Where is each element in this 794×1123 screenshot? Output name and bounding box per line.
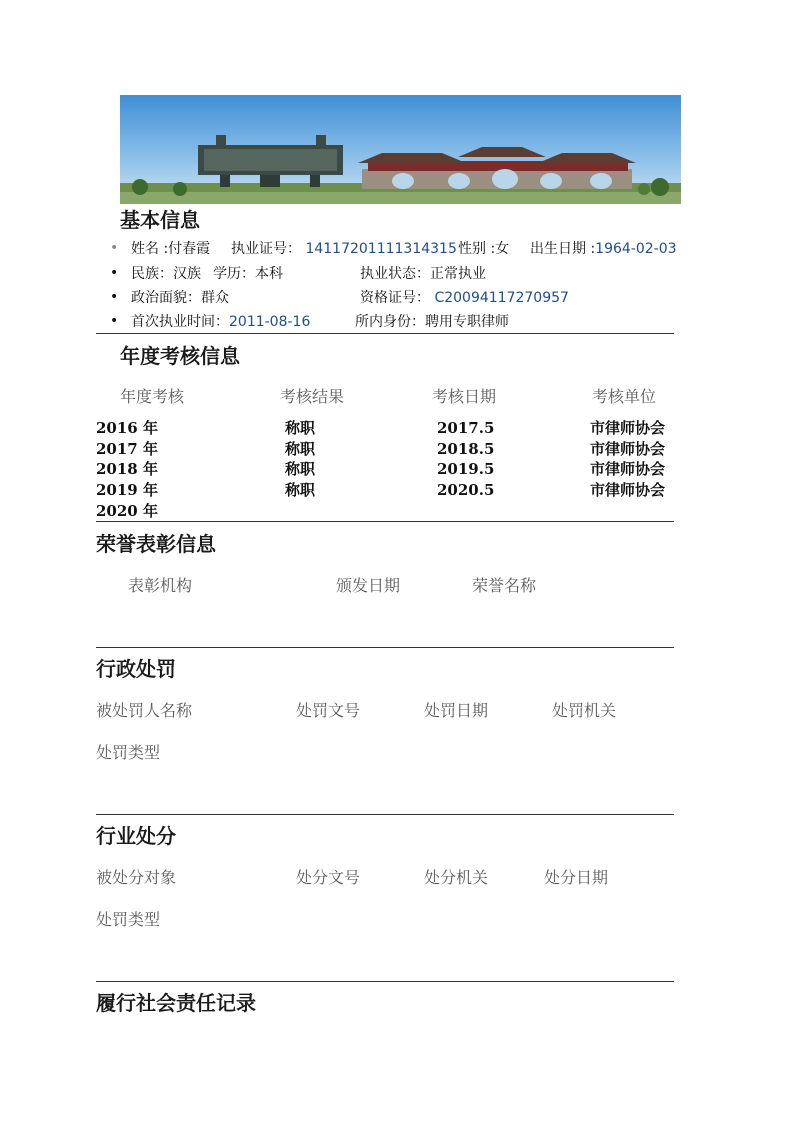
birth-label: 出生日期 :	[530, 241, 596, 257]
education-field	[213, 265, 283, 283]
basic-info-title: 基本信息	[120, 208, 200, 232]
status-label: 执业状态：	[360, 266, 430, 282]
bullet: •	[110, 265, 119, 281]
assessment-cell: 2019 年	[96, 481, 158, 499]
discipline-header-date: 处分日期	[544, 868, 609, 887]
assessment-cell: 市律师协会	[590, 460, 666, 478]
political-field	[131, 289, 229, 307]
name-value: 付春霞	[168, 241, 211, 257]
birth-value: 1964-02-03	[595, 241, 677, 257]
name-field	[131, 240, 210, 258]
divider	[96, 333, 674, 334]
admin-penalty-header-party: 被处罚人名称	[96, 701, 193, 720]
assessment-header-date: 考核日期	[432, 387, 497, 406]
status-field	[360, 265, 486, 283]
honors-title: 荣誉表彰信息	[96, 532, 216, 556]
discipline-header-authority: 处分机关	[424, 868, 489, 887]
license-value: 14117201111314315	[305, 241, 457, 257]
education-label: 学历：	[213, 266, 255, 282]
assessment-cell: 市律师协会	[590, 419, 666, 437]
name-label: 姓名 :	[131, 241, 169, 257]
discipline-header-doc: 处分文号	[296, 868, 361, 887]
license-label: 执业证号：	[231, 241, 301, 257]
assessment-header-result: 考核结果	[280, 387, 345, 406]
firm-role-field	[355, 313, 509, 331]
firm-role-value: 聘用专职律师	[425, 314, 509, 330]
social-responsibility-title: 履行社会责任记录	[96, 991, 256, 1015]
gender-label: 性别 :	[458, 241, 496, 257]
banner-photo	[120, 95, 681, 204]
first-practice-value: 2011-08-16	[229, 314, 311, 330]
political-value: 群众	[201, 290, 229, 306]
assessment-header-unit: 考核单位	[592, 387, 657, 406]
bullet: •	[110, 240, 119, 256]
discipline-header-type: 处罚类型	[96, 910, 161, 929]
assessment-cell: 2018.5	[437, 440, 495, 458]
cert-label: 资格证号：	[360, 290, 430, 306]
birth-field	[530, 240, 677, 258]
license-field	[231, 240, 457, 258]
ethnic-field	[131, 265, 201, 283]
cert-value: C20094117270957	[434, 290, 569, 306]
honors-header-date: 颁发日期	[336, 576, 401, 595]
assessment-cell: 称职	[285, 460, 316, 478]
industry-discipline-title: 行业处分	[96, 824, 176, 848]
assessment-cell: 市律师协会	[590, 481, 666, 499]
honors-header-org: 表彰机构	[128, 576, 193, 595]
honors-header-name: 荣誉名称	[472, 576, 537, 595]
ethnic-value: 汉族	[173, 266, 201, 282]
assessment-cell: 称职	[285, 419, 316, 437]
bullet: •	[110, 289, 119, 305]
assessment-cell: 2019.5	[437, 460, 495, 478]
first-practice-label: 首次执业时间：	[131, 314, 229, 330]
assessment-cell: 2020.5	[437, 481, 495, 499]
cert-field	[360, 289, 569, 307]
assessment-cell: 2020 年	[96, 502, 158, 520]
admin-penalty-header-type: 处罚类型	[96, 743, 161, 762]
bullet: •	[110, 313, 119, 329]
assessment-cell: 2017.5	[437, 419, 495, 437]
gender-field	[458, 240, 509, 258]
ethnic-label: 民族：	[131, 266, 173, 282]
assessment-cell: 市律师协会	[590, 440, 666, 458]
gender-value: 女	[495, 241, 510, 257]
status-value: 正常执业	[430, 266, 486, 282]
admin-penalty-header-doc: 处罚文号	[296, 701, 361, 720]
divider	[96, 647, 674, 648]
political-label: 政治面貌：	[131, 290, 201, 306]
assessment-cell: 称职	[285, 440, 316, 458]
assessment-cell: 2016 年	[96, 419, 158, 437]
assessment-cell: 2017 年	[96, 440, 158, 458]
admin-penalty-header-authority: 处罚机关	[552, 701, 617, 720]
assessment-cell: 称职	[285, 481, 316, 499]
divider	[96, 521, 674, 522]
education-value: 本科	[255, 266, 283, 282]
assessment-header-year: 年度考核	[120, 387, 185, 406]
discipline-header-target: 被处分对象	[96, 868, 177, 887]
assessment-cell: 2018 年	[96, 460, 158, 478]
firm-role-label: 所内身份：	[355, 314, 425, 330]
first-practice-field	[131, 313, 310, 331]
admin-penalty-header-date: 处罚日期	[424, 701, 489, 720]
assessment-title: 年度考核信息	[120, 344, 240, 368]
admin-penalty-title: 行政处罚	[96, 657, 176, 681]
divider	[96, 981, 674, 982]
divider	[96, 814, 674, 815]
